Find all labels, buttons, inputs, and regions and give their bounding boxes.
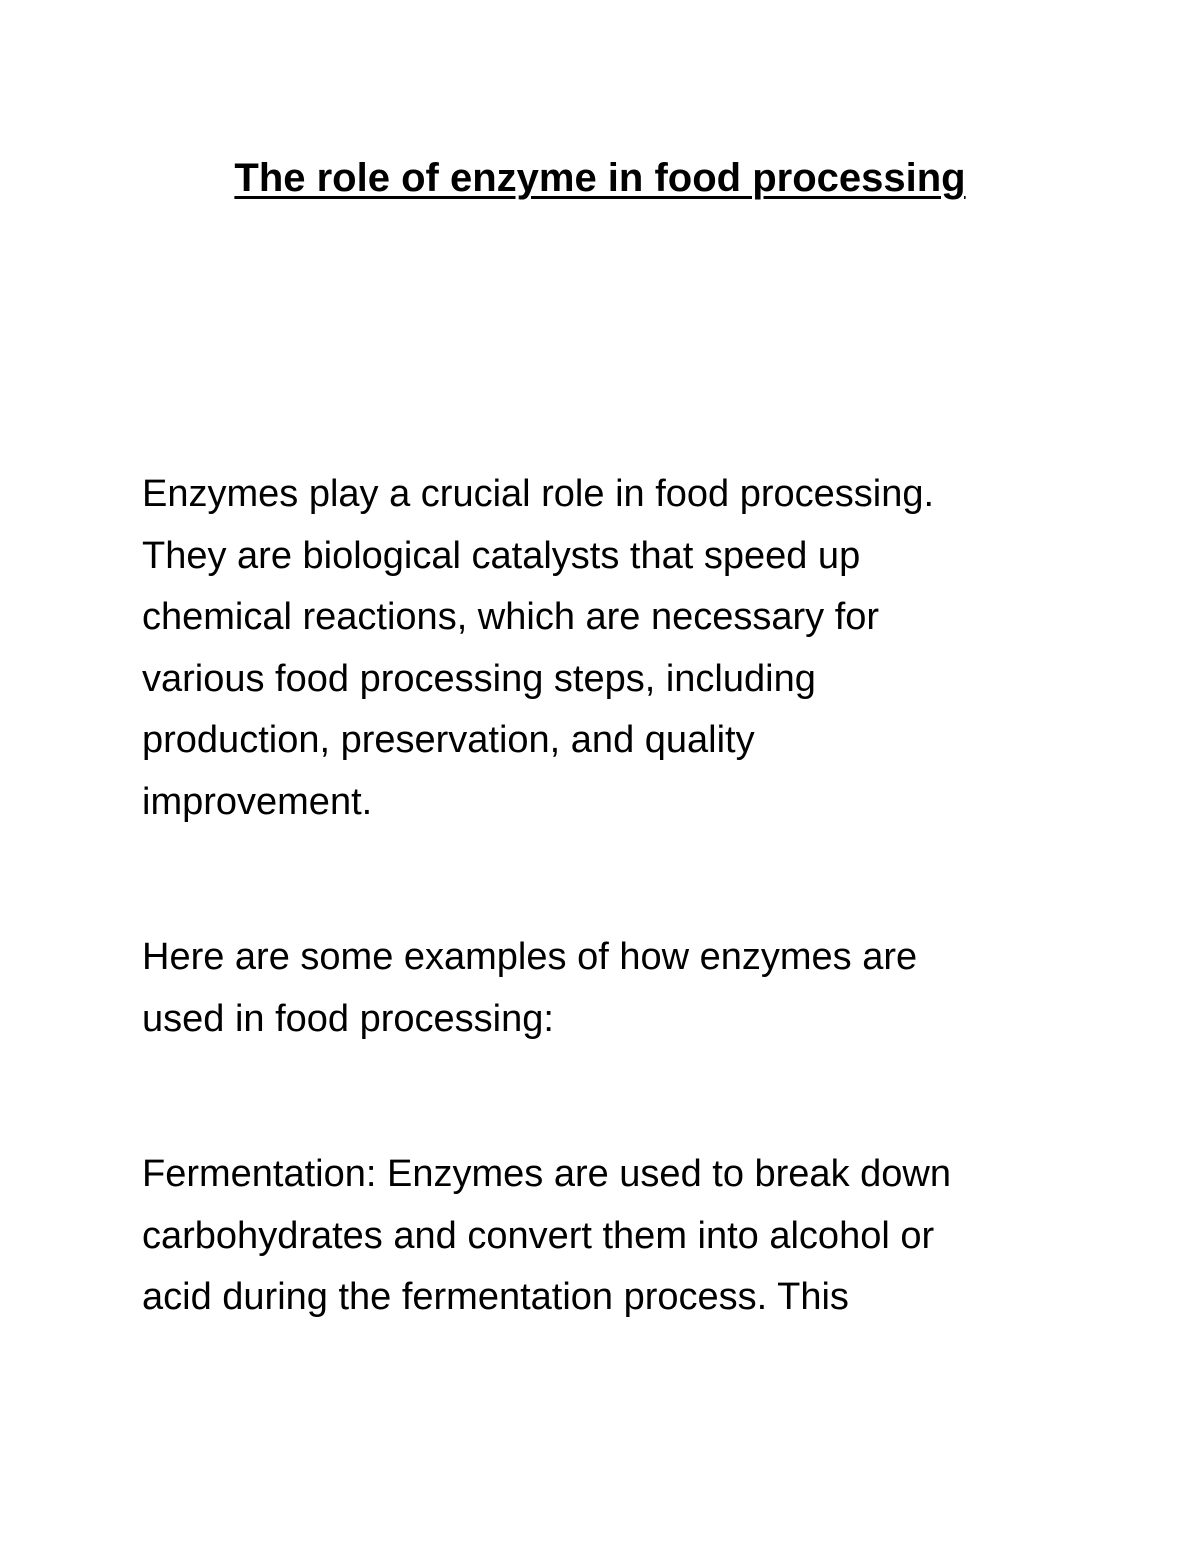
paragraph-line: They are biological catalysts that speed up <box>142 534 861 577</box>
intro-paragraph <box>142 464 1082 833</box>
fermentation-paragraph <box>142 1144 1082 1329</box>
page-title: The role of enzyme in food processing <box>234 156 966 200</box>
paragraph-line: improvement. <box>142 780 373 823</box>
paragraph-line: used in food processing: <box>142 997 554 1040</box>
paragraph-line: acid during the fermentation process. This <box>142 1276 849 1318</box>
paragraph-line: production, preservation, and quality <box>142 719 755 761</box>
paragraph-line: chemical reactions, which are necessary for <box>142 596 880 638</box>
paragraph-line: various food processing steps, including <box>142 657 816 700</box>
paragraph-line: Fermentation: Enzymes are used to break down <box>142 1153 951 1195</box>
paragraph-line: Enzymes play a crucial role in food processing. <box>142 473 935 515</box>
paragraph-line: carbohydrates and convert them into alcohol or <box>142 1214 935 1257</box>
examples-intro-paragraph <box>142 927 1082 1050</box>
paragraph-line: Here are some examples of how enzymes are <box>142 936 918 978</box>
